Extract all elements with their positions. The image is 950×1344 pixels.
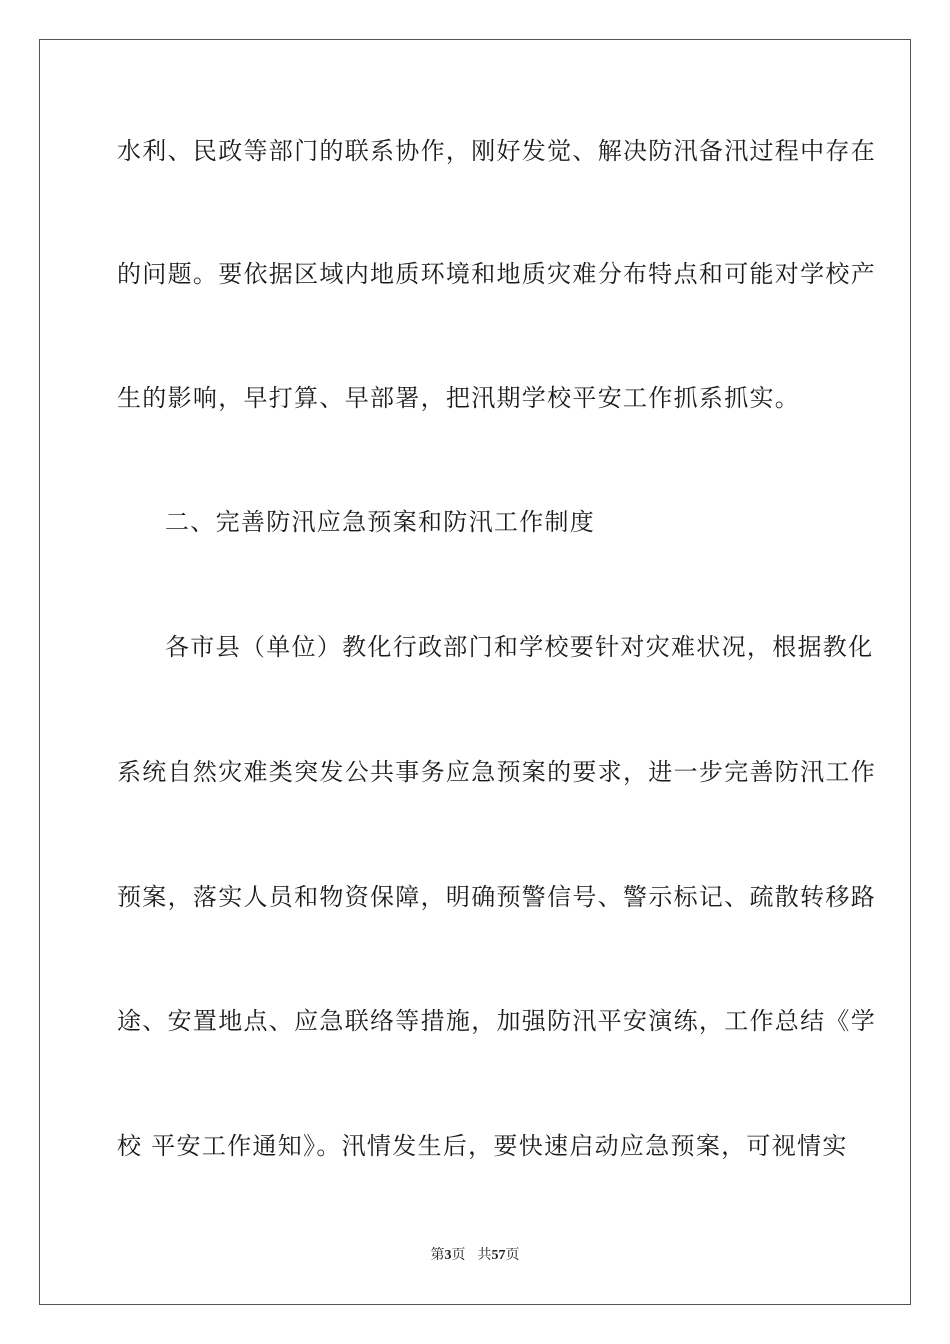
- paragraph-line: 的问题。要依据区域内地质环境和地质灾难分布特点和可能对学校产: [117, 260, 876, 288]
- section-heading: 二、完善防汛应急预案和防汛工作制度: [165, 508, 596, 536]
- page-border: [39, 39, 911, 1305]
- paragraph-line: 预案，落实人员和物资保障，明确预警信号、警示标记、疏散转移路: [117, 883, 876, 911]
- total-suffix: 页: [505, 1247, 520, 1263]
- total-pages: 57: [491, 1248, 506, 1263]
- paragraph-line: 系统自然灾难类突发公共事务应急预案的要求，进一步完善防汛工作: [117, 758, 876, 786]
- paragraph-line: 途、安置地点、应急联络等措施，加强防汛平安演练，工作总结《学: [117, 1007, 876, 1035]
- total-prefix: 共: [477, 1247, 492, 1263]
- page-prefix: 第: [430, 1247, 445, 1263]
- page-number: 3: [444, 1248, 452, 1263]
- page-footer: [0, 1246, 950, 1265]
- paragraph-line: 水利、民政等部门的联系协作，刚好发觉、解决防汛备汛过程中存在: [117, 137, 876, 165]
- paragraph-line: 生的影响，早打算、早部署，把汛期学校平安工作抓系抓实。: [117, 384, 801, 412]
- page-suffix: 页: [451, 1247, 466, 1263]
- paragraph-line: 校 平安工作通知》。汛情发生后，要快速启动应急预案，可视情实: [117, 1132, 848, 1160]
- paragraph-line: 各市县（单位）教化行政部门和学校要针对灾难状况，根据教化: [165, 633, 874, 661]
